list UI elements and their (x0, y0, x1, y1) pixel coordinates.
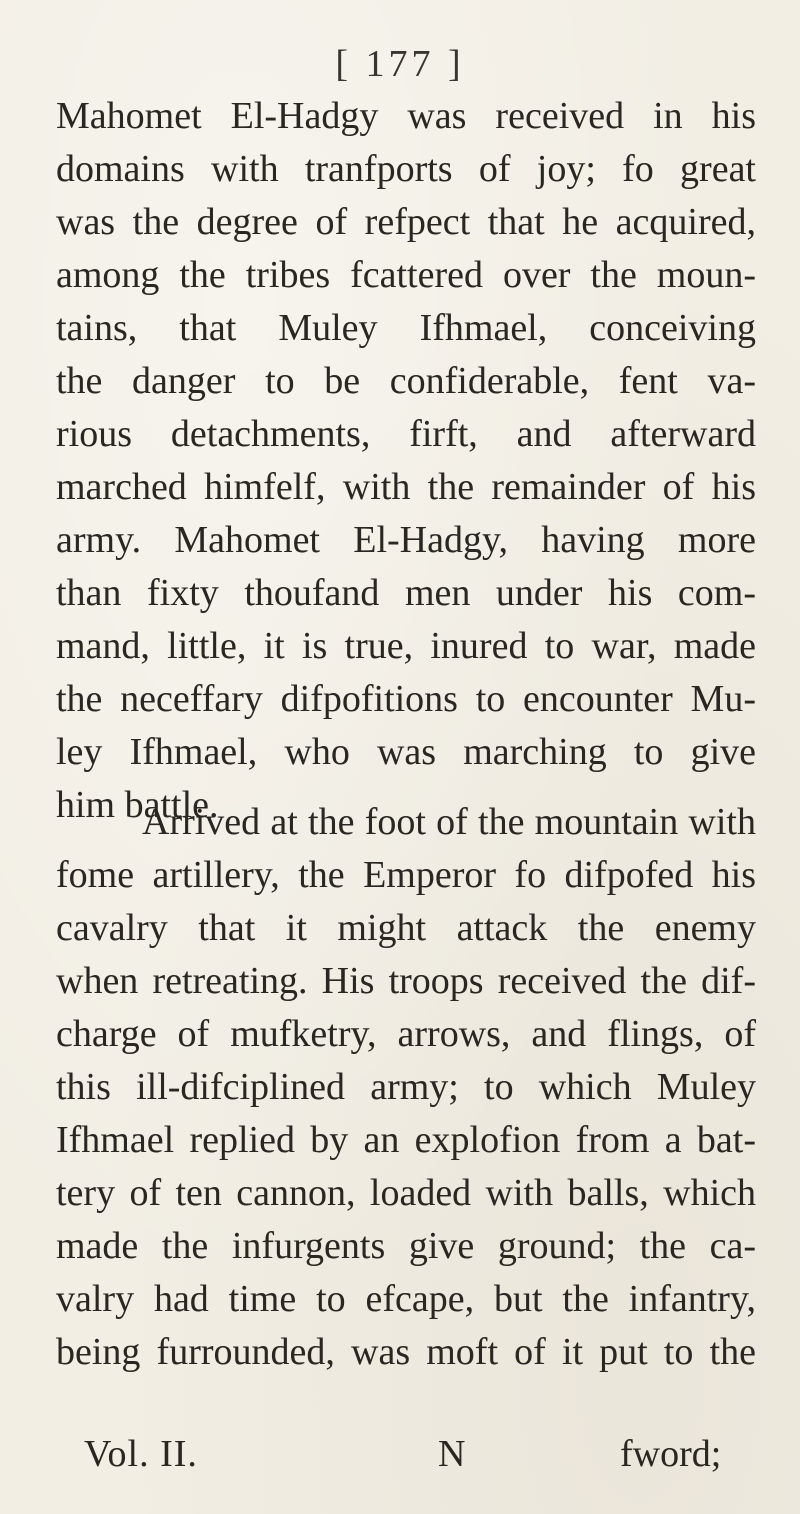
text-line: tains, that Muley Ifhmael, conceiving (56, 307, 756, 349)
text-line: domains with tranfports of joy; fo great (56, 148, 756, 190)
text-line: the neceffary difpofitions to encounter Mu- (56, 678, 756, 720)
text-line: this ill-difciplined army; to which Muley (56, 1066, 756, 1108)
text-line: him battle. (56, 784, 219, 826)
signature-mark: N (438, 1433, 466, 1475)
text-line: Arrived at the foot of the mountain with (142, 801, 756, 843)
text-line: valry had time to efcape, but the infantry, (56, 1278, 756, 1320)
text-line: ley Ifhmael, who was marching to give (56, 731, 756, 773)
text-line: the danger to be confiderable, fent va- (56, 360, 756, 402)
text-line: than fixty thoufand men under his com- (56, 572, 756, 614)
text-line: was the degree of refpect that he acquired, (56, 201, 756, 243)
text-line: Mahomet El-Hadgy was received in his (56, 95, 756, 137)
page-footer (0, 1428, 800, 1480)
text-line: rious detachments, firft, and afterward (56, 413, 756, 455)
volume-label: Vol. II. (84, 1433, 198, 1475)
text-line: cavalry that it might attack the enemy (56, 907, 756, 949)
text-line: being furrounded, was moft of it put to the (56, 1331, 756, 1373)
text-line: mand, little, it is true, inured to war, made (56, 625, 756, 667)
text-line: Ifhmael replied by an explofion from a bat- (56, 1119, 756, 1161)
text-line: army. Mahomet El-Hadgy, having more (56, 519, 756, 561)
text-line: tery of ten cannon, loaded with balls, which (56, 1172, 756, 1214)
text-line: among the tribes fcattered over the moun- (56, 254, 756, 296)
text-line: made the infurgents give ground; the ca- (56, 1225, 756, 1267)
catchword: fword; (620, 1433, 722, 1475)
text-line: when retreating. His troops received the dif- (56, 960, 756, 1002)
text-line: marched himfelf, with the remainder of his (56, 466, 756, 508)
page-number: [ 177 ] (335, 43, 465, 85)
text-line: fome artillery, the Emperor fo difpofed his (56, 854, 756, 896)
text-line: charge of mufketry, arrows, and flings, of (56, 1013, 756, 1055)
